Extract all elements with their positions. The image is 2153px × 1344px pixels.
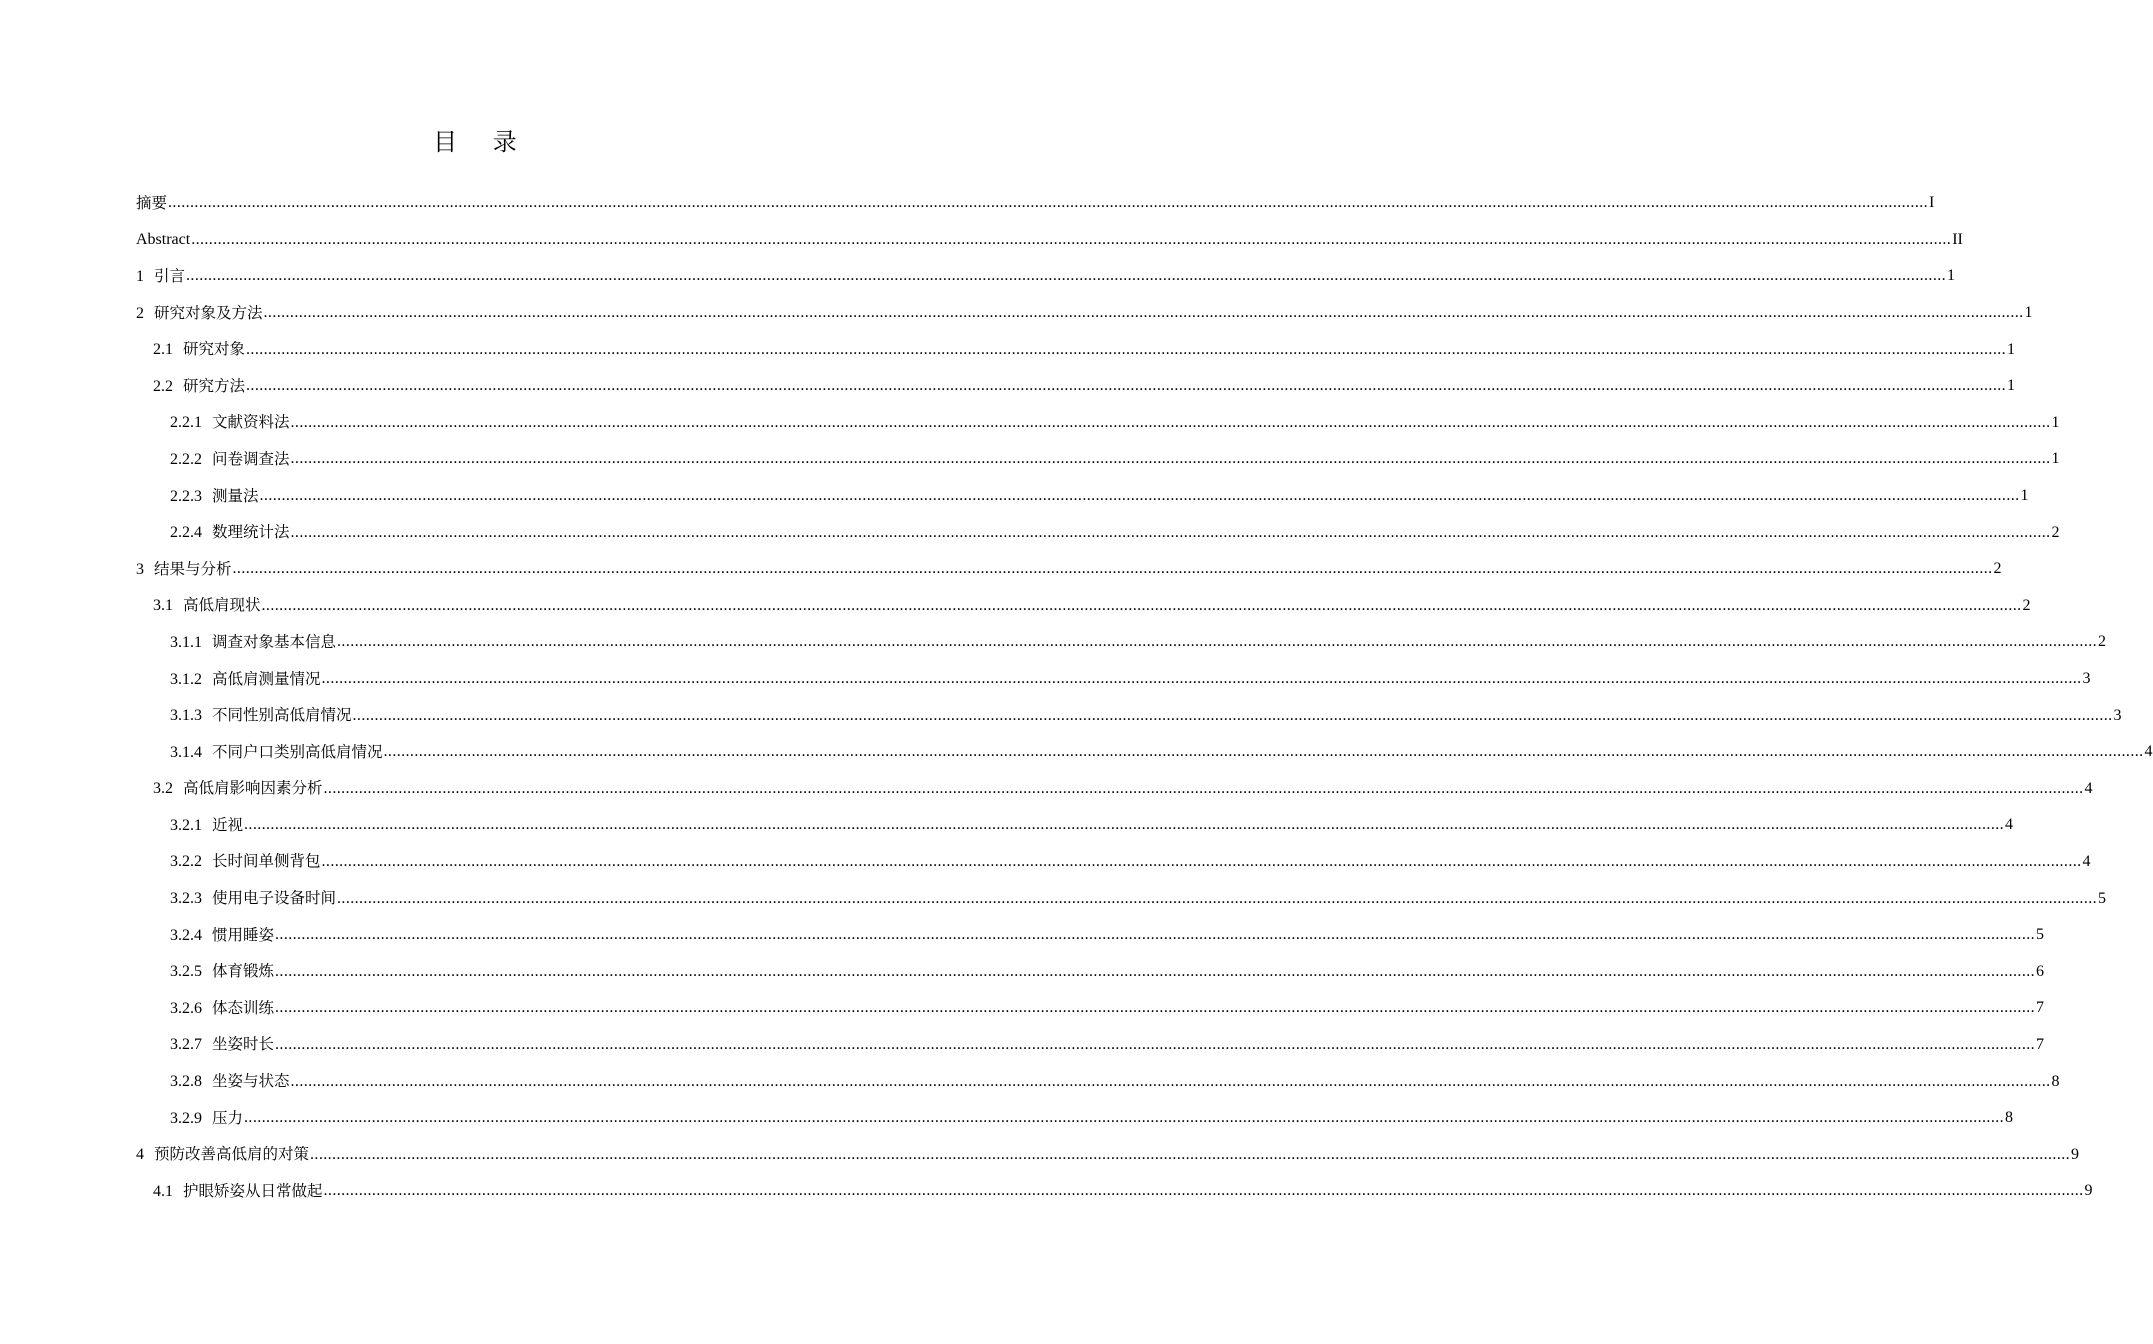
toc-entry-label [170, 669, 321, 690]
toc-entry-page-number: 2 [1993, 560, 2002, 578]
toc-entry-label [153, 595, 261, 616]
dot-leader: ................................................................................................................................................................................................................................................................................................................................................................................................................ [321, 852, 2082, 870]
toc-entry-number: 3.1.2 [170, 670, 202, 688]
toc-entry-title: 摘要 [136, 193, 168, 212]
toc-entry-title: 高低肩测量情况 [212, 669, 321, 688]
toc-entry-number: 3 [136, 560, 144, 578]
dot-leader: ................................................................................................................................................................................................................................................................................................................................................................................................................ [168, 194, 1929, 212]
toc-entry[interactable] [0, 295, 2033, 332]
toc-entry-page-number: 5 [2036, 926, 2045, 944]
toc-entry[interactable] [0, 368, 2016, 405]
toc-entry[interactable] [0, 771, 2093, 808]
toc-entry-page-number: 1 [2007, 340, 2016, 358]
toc-entry-page-number: 9 [2071, 1145, 2080, 1163]
dot-leader: ................................................................................................................................................................................................................................................................................................................................................................................................................ [244, 1109, 2005, 1127]
toc-entry-number: 3.2.2 [170, 853, 202, 871]
toc-entry-label [170, 888, 336, 909]
toc-entry-number: 4.1 [153, 1182, 173, 1200]
dot-leader: ................................................................................................................................................................................................................................................................................................................................................................................................................ [352, 706, 2113, 724]
toc-entry-number: 3.2.5 [170, 963, 202, 981]
toc-entry-page-number: 6 [2036, 962, 2045, 980]
toc-entry-label [170, 851, 321, 872]
toc-entry[interactable] [0, 258, 1956, 295]
toc-entry-title: 近视 [212, 815, 244, 834]
toc-entry[interactable] [0, 1100, 2014, 1137]
toc-entry-number: 2.2.3 [170, 487, 202, 505]
toc-entry-page-number: 3 [2082, 670, 2091, 688]
toc-entry-number: 4 [136, 1146, 144, 1164]
toc-entry-title: 研究对象 [183, 340, 246, 359]
toc-entry[interactable] [0, 661, 2091, 698]
toc-entry-title: 引言 [154, 266, 186, 285]
toc-entry-number: 3.2.6 [170, 999, 202, 1017]
toc-entry-title: 高低肩影响因素分析 [183, 779, 323, 798]
toc-entry-title: 体育锻炼 [212, 962, 275, 981]
toc-entry[interactable] [0, 734, 2153, 771]
toc-entry-number: 3.1.4 [170, 743, 202, 761]
dot-leader: ................................................................................................................................................................................................................................................................................................................................................................................................................ [323, 1182, 2084, 1200]
dot-leader: ................................................................................................................................................................................................................................................................................................................................................................................................................ [259, 487, 2020, 505]
toc-entry-label [136, 266, 185, 287]
toc-entry-page-number: 4 [2082, 852, 2091, 870]
toc-entry-page-number: 9 [2084, 1182, 2093, 1200]
toc-entry-title: 高低肩现状 [183, 596, 261, 615]
dot-leader: ................................................................................................................................................................................................................................................................................................................................................................................................................ [275, 999, 2036, 1017]
toc-entry-page-number: 4 [2084, 779, 2093, 797]
toc-entry-number: 2.2.1 [170, 414, 202, 432]
toc-entry-number: 3.1.3 [170, 707, 202, 725]
toc-entry-title: 压力 [212, 1108, 244, 1127]
toc-entry-page-number: 1 [2020, 487, 2029, 505]
toc-entry-title: 数理统计法 [212, 523, 290, 542]
toc-entry-title: 研究对象及方法 [154, 303, 263, 322]
toc-entry-page-number: 8 [2005, 1109, 2014, 1127]
toc-entry-page-number: 4 [2144, 743, 2153, 761]
toc-entry-number: 3.2.4 [170, 926, 202, 944]
toc-entry-label [170, 632, 336, 653]
toc-entry-label [170, 815, 243, 836]
toc-entry-label [170, 449, 290, 470]
toc-entry-number: 3.2.9 [170, 1109, 202, 1127]
dot-leader: ................................................................................................................................................................................................................................................................................................................................................................................................................ [275, 962, 2036, 980]
toc-entry-label [153, 1181, 323, 1202]
toc-entry-label [153, 778, 323, 799]
toc-entry[interactable] [0, 807, 2014, 844]
toc-entry-page-number: 7 [2036, 999, 2045, 1017]
toc-entry-number: 3.1.1 [170, 633, 202, 651]
toc-entry-title: 不同性别高低肩情况 [212, 706, 352, 725]
toc-entry-label [170, 486, 259, 507]
toc-entry-page-number: 4 [2005, 816, 2014, 834]
toc-entry-title: 惯用睡姿 [212, 925, 275, 944]
toc-entry-title: 测量法 [212, 486, 259, 505]
toc-entry-label [136, 559, 232, 580]
table-of-contents [0, 185, 2153, 1210]
toc-entry-page-number: I [1929, 194, 1935, 212]
toc-entry-label [136, 303, 263, 324]
toc-entry-label [153, 339, 245, 360]
dot-leader: ................................................................................................................................................................................................................................................................................................................................................................................................................ [246, 377, 2007, 395]
dot-leader: ................................................................................................................................................................................................................................................................................................................................................................................................................ [337, 633, 2098, 651]
dot-leader: ................................................................................................................................................................................................................................................................................................................................................................................................................ [191, 230, 1952, 248]
dot-leader: ................................................................................................................................................................................................................................................................................................................................................................................................................ [261, 596, 2022, 614]
toc-entry-title: 长时间单侧背包 [212, 852, 321, 871]
toc-entry-title: 结果与分析 [154, 559, 232, 578]
toc-entry[interactable] [0, 441, 2060, 478]
toc-entry-number: 2 [136, 304, 144, 322]
toc-entry-label [136, 1144, 309, 1165]
dot-leader: ................................................................................................................................................................................................................................................................................................................................................................................................................ [321, 670, 2082, 688]
toc-entry-number: 3.2 [153, 780, 173, 798]
toc-entry-page-number: 1 [2051, 413, 2060, 431]
dot-leader: ................................................................................................................................................................................................................................................................................................................................................................................................................ [290, 523, 2051, 541]
toc-entry[interactable] [0, 405, 2060, 442]
toc-entry-title: 体态训练 [212, 998, 275, 1017]
toc-entry-number: 2.2.2 [170, 450, 202, 468]
toc-entry-title: 护眼矫姿从日常做起 [183, 1181, 323, 1200]
toc-entry[interactable] [0, 624, 2107, 661]
toc-entry[interactable] [0, 1027, 2045, 1064]
toc-entry-page-number: 2 [2022, 596, 2031, 614]
toc-entry[interactable] [0, 588, 2031, 625]
toc-entry[interactable] [0, 1063, 2060, 1100]
toc-entry[interactable] [0, 1136, 2080, 1173]
toc-entry-title: Abstract [136, 230, 191, 248]
dot-leader: ................................................................................................................................................................................................................................................................................................................................................................................................................ [290, 450, 2051, 468]
toc-entry-page-number: II [1952, 230, 1963, 248]
toc-entry-number: 3.1 [153, 597, 173, 615]
toc-entry[interactable] [0, 514, 2060, 551]
dot-leader: ................................................................................................................................................................................................................................................................................................................................................................................................................ [275, 926, 2036, 944]
dot-leader: ................................................................................................................................................................................................................................................................................................................................................................................................................ [290, 1072, 2051, 1090]
toc-entry-label [136, 193, 167, 214]
toc-entry[interactable] [0, 1173, 2093, 1210]
toc-entry[interactable] [0, 880, 2107, 917]
toc-entry-page-number: 1 [1947, 267, 1956, 285]
toc-entry-number: 2.2.4 [170, 524, 202, 542]
toc-entry-label [170, 1108, 243, 1129]
toc-entry-title: 使用电子设备时间 [212, 889, 337, 908]
toc-entry-title: 问卷调查法 [212, 449, 290, 468]
dot-leader: ................................................................................................................................................................................................................................................................................................................................................................................................................ [383, 743, 2144, 761]
toc-entry-label [170, 925, 274, 946]
toc-entry-title: 研究方法 [183, 376, 246, 395]
dot-leader: ................................................................................................................................................................................................................................................................................................................................................................................................................ [244, 816, 2005, 834]
toc-entry-number: 3.2.3 [170, 890, 202, 908]
toc-entry[interactable] [0, 844, 2091, 881]
toc-entry[interactable] [0, 222, 1963, 259]
toc-entry-label [170, 998, 274, 1019]
toc-entry-page-number: 2 [2098, 633, 2107, 651]
dot-leader: ................................................................................................................................................................................................................................................................................................................................................................................................................ [263, 304, 2024, 322]
toc-entry-number: 3.2.1 [170, 816, 202, 834]
toc-entry-page-number: 5 [2098, 889, 2107, 907]
toc-entry[interactable] [0, 953, 2045, 990]
toc-entry-number: 2.1 [153, 341, 173, 359]
toc-title: 目 录 [433, 128, 531, 156]
toc-entry-label [170, 522, 290, 543]
toc-entry-page-number: 1 [2051, 450, 2060, 468]
toc-entry[interactable] [0, 478, 2029, 515]
toc-entry-title: 调查对象基本信息 [212, 632, 337, 651]
toc-entry-page-number: 3 [2113, 706, 2122, 724]
dot-leader: ................................................................................................................................................................................................................................................................................................................................................................................................................ [337, 889, 2098, 907]
toc-entry[interactable] [0, 331, 2016, 368]
toc-entry[interactable] [0, 551, 2002, 588]
toc-entry-label [136, 230, 190, 250]
toc-entry-label [170, 412, 290, 433]
toc-entry-page-number: 1 [2024, 304, 2033, 322]
toc-entry-label [170, 1034, 274, 1055]
dot-leader: ................................................................................................................................................................................................................................................................................................................................................................................................................ [246, 340, 2007, 358]
toc-entry[interactable] [0, 990, 2045, 1027]
toc-entry-title: 预防改善高低肩的对策 [154, 1145, 310, 1164]
toc-entry-title: 坐姿时长 [212, 1035, 275, 1054]
dot-leader: ................................................................................................................................................................................................................................................................................................................................................................................................................ [186, 267, 1947, 285]
toc-entry-title: 文献资料法 [212, 413, 290, 432]
toc-entry[interactable] [0, 697, 2122, 734]
dot-leader: ................................................................................................................................................................................................................................................................................................................................................................................................................ [275, 1035, 2036, 1053]
toc-entry-label [153, 376, 245, 397]
toc-entry-page-number: 7 [2036, 1035, 2045, 1053]
toc-entry-label [170, 705, 352, 726]
toc-entry[interactable] [0, 917, 2045, 954]
toc-entry-title: 坐姿与状态 [212, 1072, 290, 1091]
toc-entry-page-number: 8 [2051, 1072, 2060, 1090]
dot-leader: ................................................................................................................................................................................................................................................................................................................................................................................................................ [310, 1145, 2071, 1163]
toc-entry-label [170, 961, 274, 982]
dot-leader: ................................................................................................................................................................................................................................................................................................................................................................................................................ [290, 413, 2051, 431]
dot-leader: ................................................................................................................................................................................................................................................................................................................................................................................................................ [232, 560, 1993, 578]
toc-entry-page-number: 1 [2007, 377, 2016, 395]
toc-entry-label [170, 742, 383, 763]
toc-entry-number: 3.2.8 [170, 1073, 202, 1091]
toc-entry-number: 2.2 [153, 377, 173, 395]
toc-entry-label [170, 1071, 290, 1092]
dot-leader: ................................................................................................................................................................................................................................................................................................................................................................................................................ [323, 779, 2084, 797]
toc-entry-number: 3.2.7 [170, 1036, 202, 1054]
toc-entry-number: 1 [136, 267, 144, 285]
toc-entry-title: 不同户口类别高低肩情况 [212, 742, 383, 761]
toc-entry-page-number: 2 [2051, 523, 2060, 541]
toc-entry[interactable] [0, 185, 1935, 222]
